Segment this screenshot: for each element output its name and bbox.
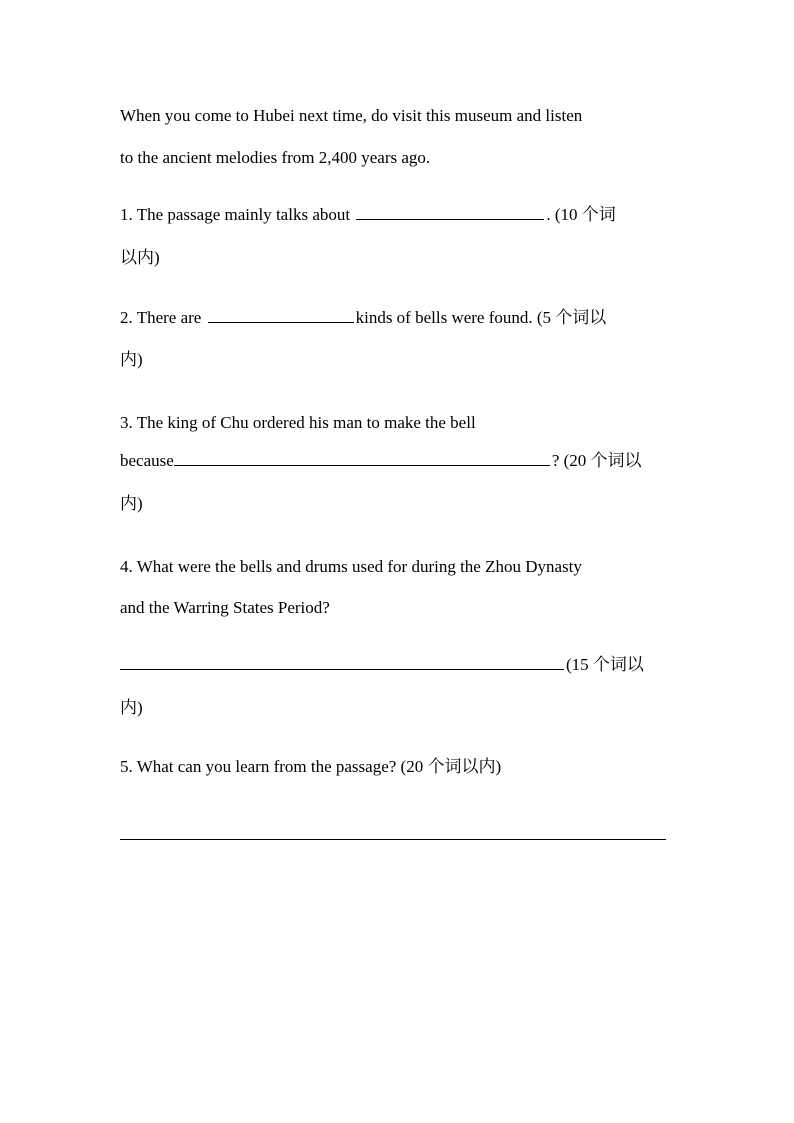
question-3-text: because: [120, 451, 174, 470]
question-3-limit: ? (20 个词以: [551, 451, 642, 470]
answer-blank-3[interactable]: [174, 451, 550, 466]
question-3-line-2: [120, 451, 668, 471]
question-2: [120, 308, 668, 328]
question-3-cont: 内): [120, 494, 143, 513]
question-2-text: 2. There are: [120, 308, 202, 327]
question-1: [120, 205, 668, 225]
answer-blank-1[interactable]: [356, 205, 544, 220]
question-4-answer: [120, 655, 668, 675]
question-5-line-1: 5. What can you learn from the passage? (20 个词以内): [120, 757, 502, 776]
question-1-text: 1. The passage mainly talks about: [120, 205, 351, 224]
answer-line-5[interactable]: [120, 839, 666, 840]
question-4-line-2: and the Warring States Period?: [120, 598, 330, 617]
question-3-line-1: 3. The king of Chu ordered his man to make the bell: [120, 413, 476, 432]
question-4-cont: 内): [120, 698, 143, 717]
question-1-cont: 以内): [120, 248, 160, 267]
intro-line-2: to the ancient melodies from 2,400 years ago.: [120, 148, 431, 167]
intro-line-1: When you come to Hubei next time, do visit this museum and listen: [120, 106, 583, 125]
question-2-rest: kinds of bells were found. (5 个词以: [355, 308, 607, 327]
question-4-limit: (15 个词以: [566, 655, 644, 674]
answer-blank-2[interactable]: [208, 308, 354, 323]
question-2-cont: 内): [120, 350, 143, 369]
answer-blank-4[interactable]: [120, 655, 564, 670]
question-4-line-1: 4. What were the bells and drums used for during the Zhou Dynasty: [120, 557, 582, 576]
question-1-limit: . (10 个词: [546, 205, 616, 224]
